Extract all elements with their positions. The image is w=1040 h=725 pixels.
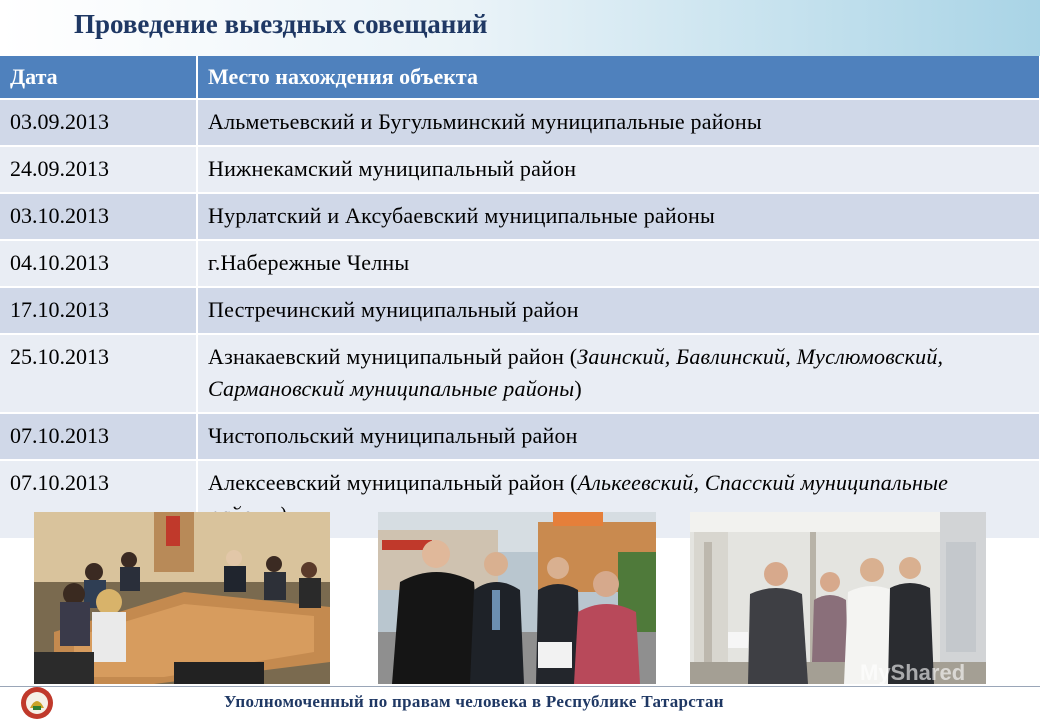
building-inspection-photo [690,512,986,684]
place-italic-text: Алькеевский, Спасский муниципальные [577,470,949,495]
date-cell: 04.10.2013 [0,240,197,287]
date-cell: 07.10.2013 [0,460,197,538]
column-header-date: Дата [0,56,197,99]
tatarstan-emblem-icon [20,686,54,720]
outdoor-meeting-photo [378,512,656,684]
table-row [0,334,1040,413]
place-cell: Чистопольский муниципальный район [197,413,1040,460]
footer-text: Уполномоченный по правам человека в Республике Татарстан [224,692,724,711]
place-cell [197,334,1040,413]
table-row [0,193,1040,240]
place-cell: г.Набережные Челны [197,240,1040,287]
meetings-table [0,56,1040,538]
place-cell: Пестречинский муниципальный район [197,287,1040,334]
table-row [0,287,1040,334]
place-cell: Альметьевский и Бугульминский муниципальные районы [197,99,1040,146]
table-row [0,99,1040,146]
place-italic-text: Заинский, Бавлинский, Муслюмовский, Сармановский муниципальные районы [208,344,944,401]
date-cell: 03.10.2013 [0,193,197,240]
date-cell: 24.09.2013 [0,146,197,193]
page-title: Проведение выездных совещаний [74,9,488,39]
table-header-row [0,56,1040,99]
table-row [0,240,1040,287]
myshared-watermark: MyShared [860,660,966,685]
date-cell: 17.10.2013 [0,287,197,334]
column-header-place: Место нахождения объекта [197,56,1040,99]
date-cell: 07.10.2013 [0,413,197,460]
place-cell: Нижнекамский муниципальный район [197,146,1040,193]
place-end-text: ) [574,376,582,401]
table-row [0,413,1040,460]
footer-divider [0,686,1040,687]
meeting-room-photo [34,512,330,684]
date-cell: 03.09.2013 [0,99,197,146]
place-cell: Нурлатский и Аксубаевский муниципальные районы [197,193,1040,240]
place-text: Азнакаевский муниципальный район ( [208,344,578,369]
table-row [0,146,1040,193]
place-text: Алексеевский муниципальный район ( [208,470,578,495]
date-cell: 25.10.2013 [0,334,197,413]
